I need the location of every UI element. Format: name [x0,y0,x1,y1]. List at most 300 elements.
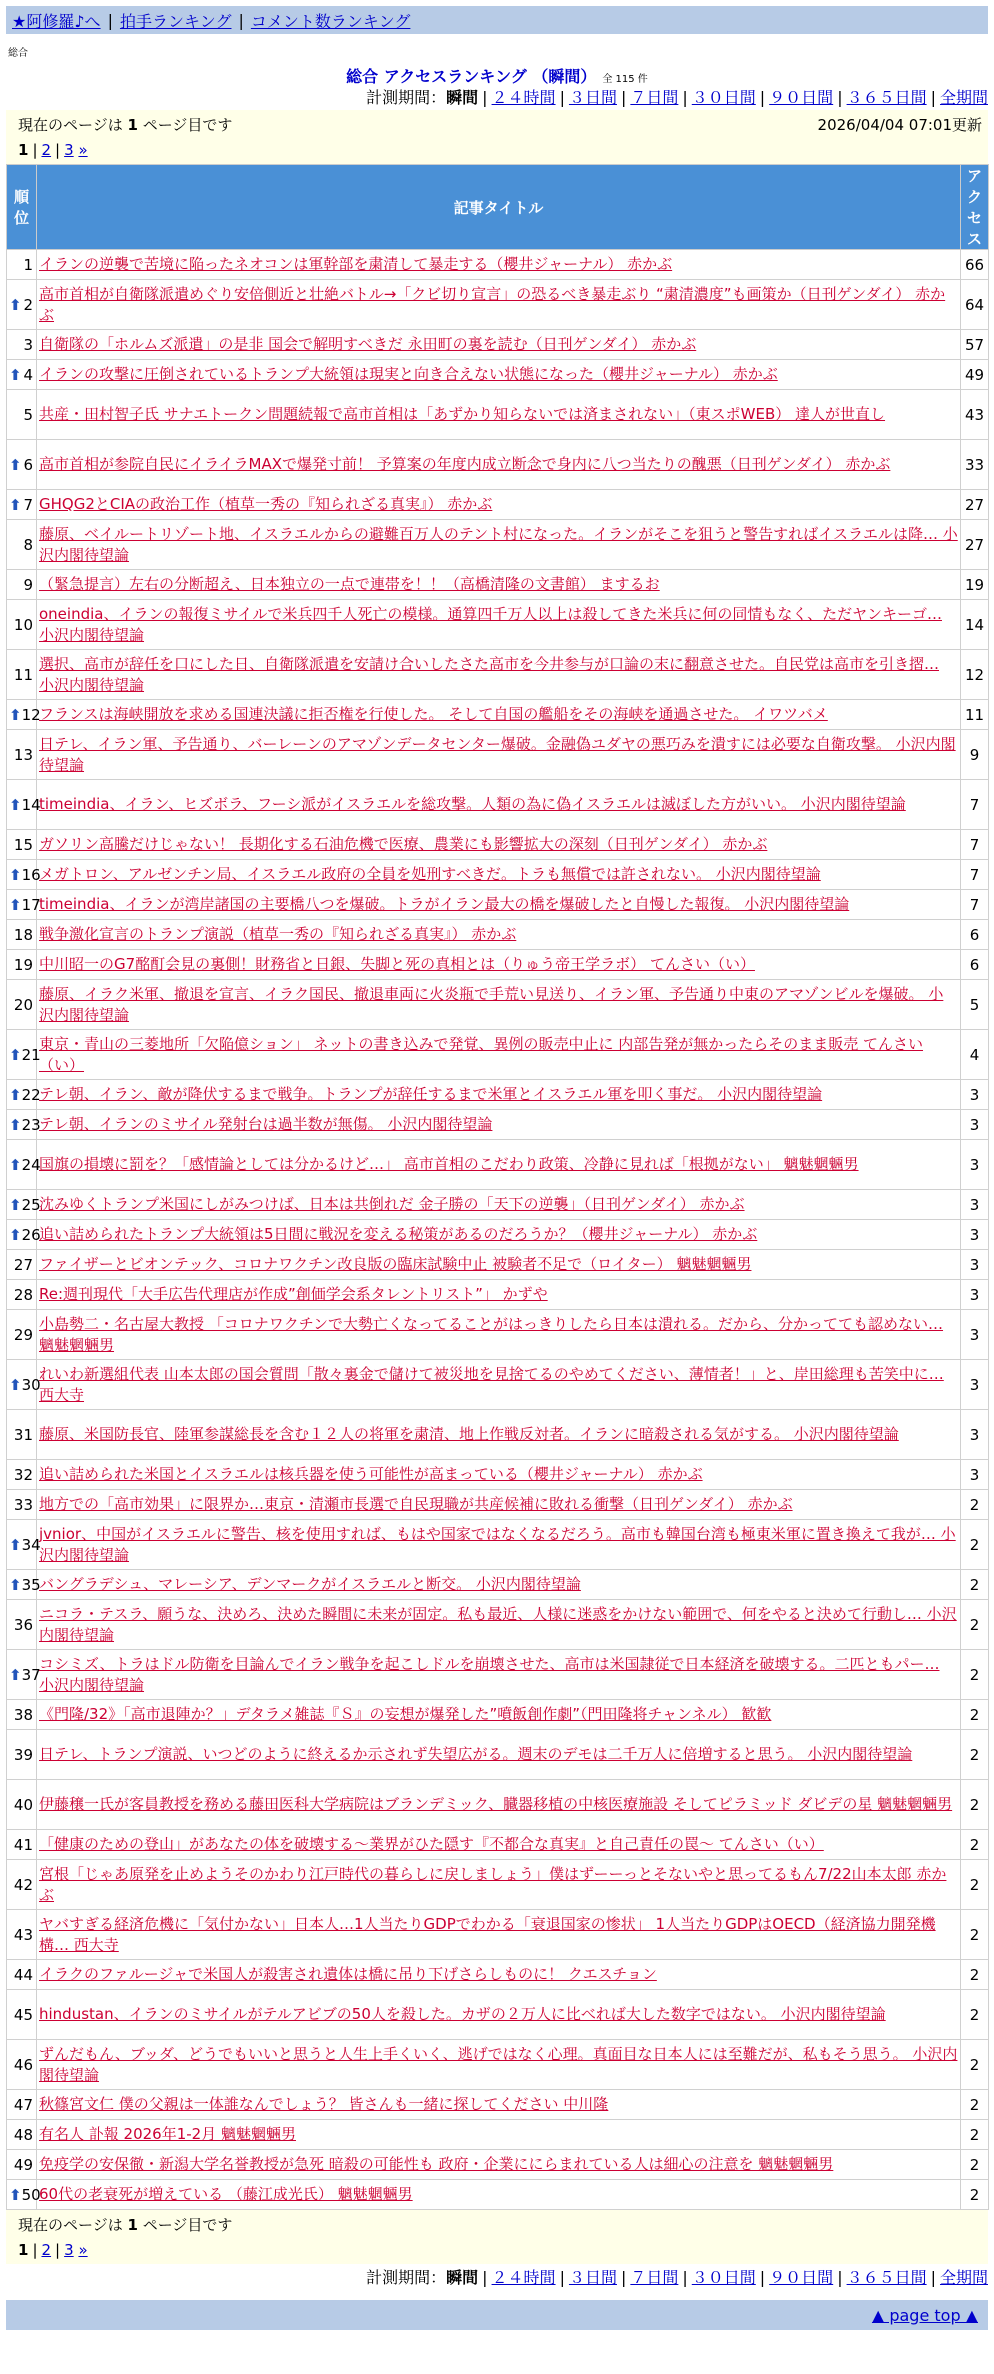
period-link[interactable]: ２４時間 [491,88,556,107]
article-link[interactable]: ヤバすぎる経済危機に「気付かない」日本人…1人当たりGDPでわかる「衰退国家の惨状」 1人当たりGDPはOECD（経済協力開発機構… 西大寺 [39,1914,936,1954]
rank-number: 20 [13,995,33,1014]
article-link[interactable]: イランの逆襲で苦境に陥ったネオコンは軍幹部を粛清して暴走する（櫻井ジャーナル） 赤かぶ [39,255,673,273]
article-link[interactable]: テレ朝、イラン、敵が降伏するまで戦争。トランプが辞任するまで米軍とイスラエル軍を叩く事だ。 小沢内閣待望論 [39,1085,823,1103]
article-link[interactable]: 秋篠宮文仁 僕の父親は一体誰なんでしょう？ 皆さんも一緒に探してください 中川隆 [39,2095,609,2113]
period-label: 計測期間： [366,88,447,107]
rank-cell [7,1990,37,2040]
up-arrow-icon: ⬆ [9,895,22,914]
rank-cell [7,600,37,650]
title-cell [37,1700,961,1730]
article-link[interactable]: 追い詰められたトランプ大統領は5日間に戦況を変える秘策があるのだろうか？（櫻井ジャーナル） 赤かぶ [39,1225,758,1243]
rank-cell [7,1730,37,1780]
rank-cell [7,830,37,860]
title-cell [37,1360,961,1410]
rank-number: 16 [21,865,41,884]
rank-cell [7,1570,41,1600]
access-count: 9 [961,730,989,780]
title-cell [37,1250,961,1280]
rank-number: 13 [13,745,33,764]
rank-number: 31 [13,1425,33,1444]
rank-number: 29 [13,1325,33,1344]
rank-number: 12 [21,705,41,724]
rank-cell [7,650,37,700]
article-link[interactable]: 伊藤穣一氏が客員教授を務める藤田医科大学病院はブランデミック、臓器移植の中核医療施設 そしてピラミッド ダビデの星 魑魅魍魎男 [39,1795,953,1813]
table-row [7,1830,989,1860]
rank-number: 35 [21,1575,41,1594]
title-cell [37,1830,961,1860]
article-link[interactable]: 戦争激化宣言のトランプ演説（植草一秀の『知られざる真実』） 赤かぶ [39,925,517,943]
title-cell [37,920,961,950]
rank-cell [7,2120,37,2150]
access-count: 3 [961,1280,989,1310]
rank-number: 22 [21,1085,41,1104]
rank-number: 36 [13,1615,33,1634]
access-count: 7 [961,890,989,920]
title-cell [37,1190,961,1220]
article-link[interactable]: 中川昭一のG7酩酊会見の裏側！財務省と日銀、失脚と死の真相とは（りゅう帝王学ラボ） てんさい（い） [39,955,755,973]
table-row [7,1860,989,1910]
rank-number: 32 [13,1465,33,1484]
article-link[interactable]: ファイザーとビオンテック、コロナワクチン改良版の臨床試験中止 被験者不足で（ロイター） 魑魅魍魎男 [39,1255,752,1273]
page-title: 総合 アクセスランキング （瞬間） [346,67,597,86]
table-row [7,1910,989,1960]
title-cell [37,1030,961,1080]
access-count: 2 [961,1960,989,1990]
access-count: 7 [961,780,989,830]
access-count: 4 [961,1030,989,1080]
table-row [7,1460,989,1490]
table-row [7,1250,989,1280]
home-link[interactable]: ★阿修羅♪へ [12,11,101,31]
access-count: 3 [961,1110,989,1140]
rank-cell [7,780,41,830]
article-link[interactable]: 60代の老衰死が増えている （藤江成光氏） 魑魅魍魎男 [39,2185,413,2203]
article-link[interactable]: 高市首相が自衛隊派遣めぐり安倍側近と壮絶バトル→「クビ切り宣言」の恐るべき暴走ぶり “粛清濃度”も画策か（日刊ゲンダイ） 赤かぶ [39,284,946,324]
period-link[interactable]: 全期間 [939,88,988,107]
rank-cell [7,1080,41,1110]
title-cell [37,600,961,650]
article-link[interactable]: 有名人 訃報 2026年1-2月 魑魅魍魎男 [39,2125,296,2143]
title-cell [37,490,961,520]
clap-ranking-link[interactable]: 拍手ランキング [119,11,232,31]
article-link[interactable]: フランスは海峡開放を求める国連決議に拒否権を行使した。 そして自国の艦船をその海峡を通過させた。 イワツバメ [39,705,828,723]
rank-cell [7,2090,37,2120]
rank-number: 6 [23,455,33,474]
title-cell [37,2090,961,2120]
article-link[interactable]: oneindia、イランの報復ミサイルで米兵四千人死亡の模様。通算四千万人以上は殺してきた米兵に何の同情もなく、ただヤンキーゴ… 小沢内閣待望論 [39,604,942,644]
article-link[interactable]: 藤原、ベイルートリゾート地、イスラエルからの避難百万人のテント村になった。イランがそこを狙うと警告すればイスラエルは降… 小沢内閣待望論 [39,524,958,564]
pager-current: 1 [18,141,29,159]
rank-number: 7 [23,495,33,514]
period-link[interactable]: ７日間 [630,2268,679,2287]
rank-cell [7,1490,37,1520]
article-link[interactable]: Re:週刊現代「大手広告代理店が作成”創価学会系タレントリスト”」 かずや [39,1285,548,1303]
article-link[interactable]: コシミズ、トラはドル防衛を目論んでイラン戦争を起こしドルを崩壊させた、高市は米国隷従で日本経済を破壊する。二匹ともパー… 小沢内閣待望論 [39,1654,940,1694]
top-nav-bar [6,6,988,34]
rank-cell [7,1030,41,1080]
access-count: 2 [961,2120,989,2150]
table-row [7,570,989,600]
period-separator: | [482,88,488,107]
rank-cell [7,980,37,1030]
access-count: 7 [961,830,989,860]
pager-separator: | [55,2241,61,2259]
article-link[interactable]: 地方での「高市効果」に限界か…東京・清瀬市長選で自民現職が共産候補に敗れる衝撃（日刊ゲンダイ） 赤かぶ [39,1495,793,1513]
article-link[interactable]: 自衛隊の「ホルムズ派遣」の是非 国会で解明すべきだ 永田町の裏を読む（日刊ゲンダイ） 赤かぶ [39,335,697,353]
title-cell [37,830,961,860]
page-info-bar-top [6,110,988,164]
period-link[interactable]: ２４時間 [491,2268,556,2287]
period-link[interactable]: ９０日間 [769,2268,834,2287]
pagination-top [18,141,982,159]
title-cell [37,1730,961,1780]
access-count: 64 [961,280,989,330]
title-cell [37,1780,961,1830]
up-arrow-icon: ⬆ [9,455,22,474]
rank-number: 4 [23,365,33,384]
up-arrow-icon: ⬆ [9,795,22,814]
comment-ranking-link[interactable]: コメント数ランキング [250,11,411,31]
period-link[interactable]: ３６５日間 [846,2268,927,2287]
article-link[interactable]: 「健康のための登山」があなたの体を破壊する～業界がひた隠す『不都合な真実』と自己責任の罠～ てんさい（い） [39,1835,824,1853]
title-cell [37,780,961,830]
rank-number: 23 [21,1115,41,1134]
article-link[interactable]: （緊急提言）左右の分断超え、日本独立の一点で連帯を！！（高橋清隆の文書館） まするお [39,575,660,593]
period-link[interactable]: ９０日間 [769,88,834,107]
bottom-bar [6,2300,988,2330]
rank-cell [7,700,41,730]
article-link[interactable]: イランの攻撃に圧倒されているトランプ大統領は現実と向き合えない状態になった（櫻井ジャーナル） 赤かぶ [39,365,778,383]
rank-cell [7,920,37,950]
access-count: 3 [961,1460,989,1490]
rank-cell [7,1250,37,1280]
article-link[interactable]: 国旗の損壊に罰を？「感情論としては分かるけど…」 高市首相のこだわり政策、冷静に見れば「根拠がない」 魑魅魍魎男 [39,1155,859,1173]
table-row [7,440,989,490]
title-cell [37,390,961,440]
title-cell [37,250,961,280]
rank-cell [7,730,37,780]
nav-separator: | [107,10,113,30]
table-row [7,1280,989,1310]
article-link[interactable]: 藤原、米国防長官、陸軍参謀総長を含む１２人の将軍を粛清、地上作戦反対者。イランに暗殺される気がする。 小沢内閣待望論 [39,1425,899,1443]
article-link[interactable]: 沈みゆくトランプ米国にしがみつけば、日本は共倒れだ 金子勝の「天下の逆襲」（日刊ゲンダイ） 赤かぶ [39,1195,745,1213]
article-link[interactable]: 藤原、イラク米軍、撤退を宣言、イラク国民、撤退車両に火炎瓶で手荒い見送り、イラン軍、予告通り中東のアマゾンビルを爆破。 小沢内閣待望論 [39,984,944,1024]
rank-number: 42 [13,1875,33,1894]
rank-cell [7,1460,37,1490]
article-link[interactable]: ガソリン高騰だけじゃない！ 長期化する石油危機で医療、農業にも影響拡大の深刻（日刊ゲンダイ） 赤かぶ [39,835,768,853]
table-row [7,390,989,440]
table-row [7,2090,989,2120]
article-link[interactable]: GHQG2とCIAの政治工作（植草一秀の『知られざる真実』） 赤かぶ [39,495,493,513]
rank-number: 48 [13,2125,33,2144]
period-selector-bottom [6,2266,988,2290]
article-link[interactable]: 東京・青山の三菱地所「欠陥億ション」 ネットの書き込みで発覚、異例の販売中止に 内部告発が無かったらそのまま販売 てんさい（い） [39,1034,924,1074]
title-column-header: 記事タイトル [37,165,961,250]
period-separator: | [559,88,565,107]
rank-cell [7,1410,37,1460]
access-count: 2 [961,1520,989,1570]
article-link[interactable]: れいわ新選組代表 山本太郎の国会質問「散々裏金で儲けて被災地を見捨てるのやめてください、薄情者！」と、岸田総理も苦笑中に… 西大寺 [39,1364,944,1404]
rank-number: 5 [23,405,33,424]
title-cell [37,1990,961,2040]
table-header-row [7,165,989,250]
rank-cell [7,1140,41,1190]
title-cell [37,1310,961,1360]
genre-label: 総合 [8,48,28,59]
title-cell [37,1520,961,1570]
up-arrow-icon: ⬆ [9,1535,22,1554]
rank-cell [7,2150,37,2180]
rank-number: 10 [13,615,33,634]
period-separator: | [930,2268,936,2287]
title-cell [37,1460,961,1490]
period-link[interactable]: 全期間 [939,2268,988,2287]
table-row [7,1490,989,1520]
article-link[interactable]: 日テレ、トランプ演説、いつどのように終えるか示されず失望広がる。週末のデモは二千万人に倍増すると思う。 小沢内閣待望論 [39,1745,913,1763]
table-row [7,700,989,730]
up-arrow-icon: ⬆ [9,495,22,514]
article-link[interactable]: 小島勢二・名古屋大教授 「コロナワクチンで大勢亡くなってることがはっきりしたら日本は潰れる。だから、分かってても認めない… 魑魅魍魎男 [39,1314,944,1354]
pager-separator: | [32,2241,38,2259]
table-row [7,1190,989,1220]
nav-separator: | [238,10,244,30]
title-cell [37,730,961,780]
pager-link[interactable]: 3 [64,141,74,159]
up-arrow-icon: ⬆ [9,1575,22,1594]
title-cell [37,440,961,490]
rank-number: 50 [21,2185,41,2204]
article-link[interactable]: 宮根「じゃあ原発を止めようそのかわり江戸時代の暮らしに戻しましょう」僕はずーーっとそないやと思ってるもん7/22山本太郎 赤かぶ [39,1864,947,1904]
table-row [7,2150,989,2180]
title-cell [37,1860,961,1910]
table-row [7,650,989,700]
title-cell [37,2180,961,2210]
article-link[interactable]: jvnior、中国がイスラエルに警告、核を使用すれば、もはや国家ではなくなるだろう。高市も韓国台湾も極東米軍に置き換えて我が… 小沢内閣待望論 [39,1524,956,1564]
access-count: 27 [961,490,989,520]
rank-number: 40 [13,1795,33,1814]
title-cell [37,330,961,360]
up-arrow-icon: ⬆ [9,1375,22,1394]
period-separator: | [682,2268,688,2287]
rank-cell [7,1360,41,1410]
article-link[interactable]: バングラデシュ、マレーシア、デンマークがイスラエルと断交。 小沢内閣待望論 [39,1575,581,1593]
access-count: 2 [961,2180,989,2210]
access-count: 49 [961,360,989,390]
access-count: 11 [961,700,989,730]
period-link[interactable]: ３日間 [568,2268,617,2287]
table-row [7,2040,989,2090]
table-row [7,520,989,570]
ranking-title-row [0,64,994,84]
rank-cell [7,1860,37,1910]
rank-cell [7,520,37,570]
rank-cell [7,1650,41,1700]
table-row [7,1310,989,1360]
rank-cell [7,360,37,390]
access-count: 43 [961,390,989,440]
rank-number: 15 [13,835,33,854]
table-row [7,2120,989,2150]
title-cell [37,1570,961,1600]
rank-number: 25 [21,1195,41,1214]
pagination-bottom [18,2241,982,2259]
rank-number: 1 [23,255,33,274]
article-link[interactable]: ニコラ・テスラ、願うな、決めろ、決めた瞬間に未来が固定。私も最近、人様に迷惑をかけない範囲で、何をやると決めて行動し… 小沢内閣待望論 [39,1604,957,1644]
rank-cell [7,1280,37,1310]
access-count: 2 [961,1570,989,1600]
table-row [7,780,989,830]
article-link[interactable]: 追い詰められた米国とイスラエルは核兵器を使う可能性が高まっている（櫻井ジャーナル） 赤かぶ [39,1465,703,1483]
title-cell [37,1600,961,1650]
article-link[interactable]: メガトロン、アルゼンチン局、イスラエル政府の全員を処刑すべきだ。トラも無償では許されない。 小沢内閣待望論 [39,865,821,883]
access-count: 6 [961,920,989,950]
access-count: 2 [961,1730,989,1780]
rank-number: 38 [13,1705,33,1724]
pager-next-link[interactable]: » [78,2241,88,2259]
article-link[interactable]: イラクのファルージャで米国人が殺害され遺体は橋に吊り下げさらしものに！ クエスチョン [39,1965,657,1983]
period-separator: | [620,2268,627,2287]
article-link[interactable]: 免疫学の安保徹・新潟大学名誉教授が急死 暗殺の可能性も 政府・企業ににらまれている人は細心の注意を 魑魅魍魎男 [39,2155,834,2173]
pager-link[interactable]: 3 [64,2241,74,2259]
rank-cell [7,1110,41,1140]
rank-number: 41 [13,1835,33,1854]
period-separator: | [559,2268,565,2287]
up-arrow-icon: ⬆ [9,705,22,724]
access-count: 2 [961,1830,989,1860]
period-selector-top [6,86,988,110]
article-link[interactable]: 《門隆/32》「高市退陣か？」デタラメ雑誌『Ｓ』の妄想が爆発した”噴飯創作劇”（門田隆将チャンネル） 歓歓 [39,1705,772,1723]
article-link[interactable]: hindustan、イランのミサイルがテルアビブの50人を殺した。カザの２万人に比べれば大した数字ではない。 小沢内閣待望論 [39,2005,886,2023]
article-link[interactable]: 共産・田村智子氏 サナエトークン問題続報で高市首相は「あずかり知らないでは済まされない」（東スポWEB） 達人が世直し [39,405,886,423]
rank-cell [7,2180,41,2210]
table-row [7,1140,989,1190]
pager-next-link[interactable]: » [78,141,88,159]
period-link[interactable]: ７日間 [630,88,679,107]
article-link[interactable]: 高市首相が参院自民にイライラMAXで爆発寸前！ 予算案の年度内成立断念で身内に八つ当たりの醜悪（日刊ゲンダイ） 赤かぶ [39,455,891,473]
article-link[interactable]: 日テレ、イラン軍、予告通り、バーレーンのアマゾンデータセンター爆破。金融偽ユダヤの悪巧みを潰すには必要な自衛攻撃。 小沢内閣待望論 [39,734,956,774]
period-separator: | [837,2268,843,2287]
table-row [7,330,989,360]
access-count: 2 [961,1780,989,1830]
up-arrow-icon: ⬆ [9,1045,22,1064]
title-cell [37,700,961,730]
rank-number: 44 [13,1965,33,1984]
rank-number: 34 [21,1535,41,1554]
rank-cell [7,2040,37,2090]
table-row [7,1520,989,1570]
access-column-header: アクセス [961,165,989,250]
access-count: 3 [961,1250,989,1280]
access-count: 2 [961,1990,989,2040]
access-count: 66 [961,250,989,280]
period-link[interactable]: ３６５日間 [846,88,927,107]
up-arrow-icon: ⬆ [9,1225,22,1244]
title-cell [37,280,961,330]
rank-cell [7,890,41,920]
rank-cell [7,950,37,980]
table-row [7,1600,989,1650]
up-arrow-icon: ⬆ [9,1155,22,1174]
table-row [7,1110,989,1140]
title-cell [37,950,961,980]
rank-number: 2 [23,295,33,314]
table-row [7,1080,989,1110]
article-link[interactable]: timeindia、イラン、ヒズボラ、フーシ派がイスラエルを総攻撃。人類の為に偽イスラエルは滅ぼした方がいい。 小沢内閣待望論 [39,795,906,813]
period-separator: | [682,88,688,107]
rank-number: 33 [13,1495,33,1514]
access-count: 2 [961,2090,989,2120]
rank-cell [7,1520,41,1570]
period-link[interactable]: ３０日間 [691,88,756,107]
article-link[interactable]: timeindia、イランが湾岸諸国の主要橋八つを爆破。トラがイラン最大の橋を爆破したと自慢した報復。 小沢内閣待望論 [39,895,850,913]
rank-cell [7,330,37,360]
period-separator: | [759,2268,766,2287]
rank-number: 26 [21,1225,41,1244]
rank-number: 9 [23,575,33,594]
access-count: 3 [961,1410,989,1460]
period-link[interactable]: ３０日間 [691,2268,756,2287]
access-count: 7 [961,860,989,890]
access-count: 2 [961,1860,989,1910]
ranking-table [6,164,989,2210]
rank-cell [7,1780,37,1830]
rank-number: 37 [21,1665,41,1684]
access-count: 3 [961,1310,989,1360]
title-cell [37,1490,961,1520]
article-link[interactable]: 選択、高市が辞任を口にした日、自衛隊派遣を安請け合いしたさた高市を今井参与が口論の末に翻意させた。自民党は高市を引き摺… 小沢内閣待望論 [39,654,940,694]
period-current: 瞬間 [446,88,479,107]
access-count: 3 [961,1360,989,1410]
access-count: 2 [961,1650,989,1700]
title-cell [37,860,961,890]
page-top-link[interactable]: ▲ page top ▲ [871,2305,978,2325]
rank-number: 30 [21,1375,41,1394]
period-separator: | [620,88,627,107]
pager-separator: | [55,141,61,159]
title-cell [37,1140,961,1190]
rank-number: 17 [21,895,41,914]
table-row [7,1360,989,1410]
access-count: 3 [961,1140,989,1190]
title-cell [37,1080,961,1110]
title-cell [37,2120,961,2150]
rank-cell [7,1830,37,1860]
pager-link[interactable]: 2 [41,2241,52,2259]
table-row [7,280,989,330]
rank-number: 24 [21,1155,41,1174]
table-row [7,830,989,860]
rank-cell [7,1960,37,1990]
period-link[interactable]: ３日間 [568,88,617,107]
access-count: 57 [961,330,989,360]
rank-cell [7,860,41,890]
rank-cell [7,250,37,280]
rank-number: 3 [23,335,33,354]
pager-link[interactable]: 2 [41,141,52,159]
article-link[interactable]: ずんだもん、ブッダ、どうでもいいと思うと人生上手くいく、逃げではなく心理。真面目な日本人には至難だが、私もそう思う。 小沢内閣待望論 [39,2044,958,2084]
item-count: 全 115 件 [602,74,648,85]
up-arrow-icon: ⬆ [9,1115,22,1134]
rank-cell [7,570,37,600]
access-count: 12 [961,650,989,700]
period-separator: | [759,88,766,107]
access-count: 2 [961,1600,989,1650]
article-link[interactable]: テレ朝、イランのミサイル発射台は過半数が無傷。 小沢内閣待望論 [39,1115,493,1133]
access-count: 2 [961,2040,989,2090]
rank-cell [7,280,37,330]
title-cell [37,1110,961,1140]
table-row [7,600,989,650]
